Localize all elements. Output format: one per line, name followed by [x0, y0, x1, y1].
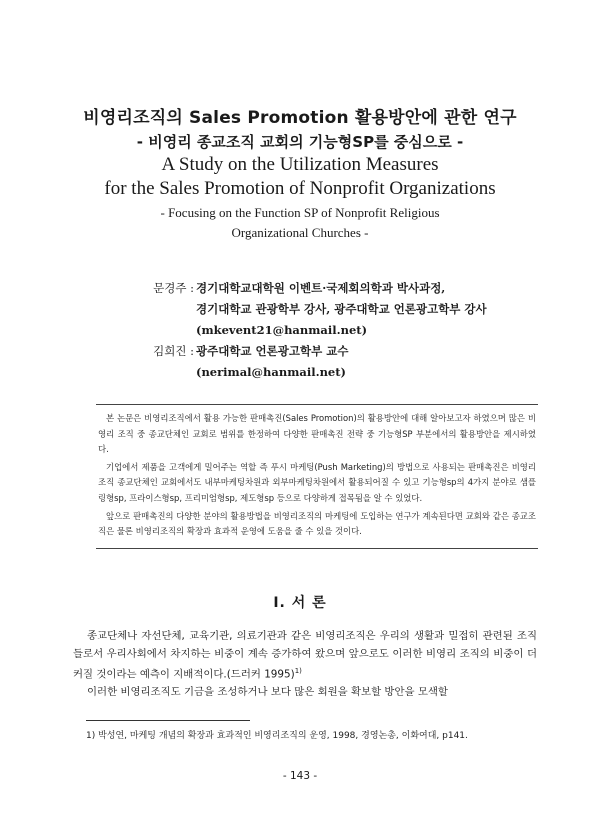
author-block: [148, 278, 548, 383]
author-affiliation: 광주대학교 언론광고학부 교수: [196, 344, 349, 358]
author-email: (mkevent21@hanmail.net): [196, 323, 368, 337]
body-paragraph-text: 종교단체나 자선단체, 교육기관, 의료기관과 같은 비영리조직은 우리의 생활과 밀접히 관련된 조직들로서 우리사회에서 차지하는 비중이 계속 증가하여 왔으며 앞으로도 이러한 비영리 조직의 비중이 더 커질 것이라는 예측이 지배적이다.(드러커 1995): [73, 630, 537, 681]
body-text: [73, 628, 537, 702]
author-name: 문경주 :: [153, 281, 194, 295]
paper-title-english-line2: for the Sales Promotion of Nonprofit Organizations: [104, 178, 496, 199]
abstract-paragraph: 본 논문은 비영리조직에서 활용 가능한 판매촉진(Sales Promotion)의 활용방안에 대해 알아보고자 하였으며 많은 비영리 조직 중 종교단체인 교회로 범위를 한정하여 다양한 판매촉진 전략 중 기능형SP 부분에서의 활용방안을 제시하였다.: [98, 413, 536, 455]
paper-subtitle-english-line2: Organizational Churches -: [231, 225, 369, 240]
author-entry: [148, 341, 548, 362]
paper-title-korean: 비영리조직의 Sales Promotion 활용방안에 관한 연구: [83, 108, 517, 128]
page-number: - 143 -: [282, 770, 318, 782]
author-name: 김희진 :: [153, 344, 194, 358]
author-affiliation: 경기대학교 관광학부 강사, 광주대학교 언론광고학부 강사: [196, 302, 487, 316]
abstract-paragraph: 기업에서 제품을 고객에게 밀어주는 역할 즉 푸시 마케팅(Push Marketing)의 방법으로 사용되는 판매촉진은 비영리조직 종교단체인 교회에서도 내부마케팅차원과 외부마케팅차원에서 활용되어질 수 있고 기능형sp의 4가지 분야로 샘플링형sp, 프라이스형sp, 프리미엄형sp, 제도형sp 등으로 다양하게 접목됨을 알 수 있었다.: [98, 461, 536, 503]
paper-subtitle-korean: - 비영리 종교조직 교회의 기능형SP를 중심으로 -: [136, 133, 464, 151]
author-entry: [148, 278, 548, 299]
abstract-paragraph: 앞으로 판매촉진의 다양한 분야의 활용방법을 비영리조직의 마케팅에 도입하는 연구가 계속된다면 교회와 같은 종교조직은 물론 비영리조직의 확장과 효과적 운영에 도움을 줄 수 있을 것이다.: [98, 510, 536, 537]
paper-title-english-line1: A Study on the Utilization Measures: [161, 154, 439, 175]
footnote-divider: [86, 720, 250, 721]
author-affiliation: 경기대학교대학원 이벤트·국제회의학과 박사과정,: [196, 281, 446, 295]
author-email: (nerimal@hanmail.net): [196, 365, 346, 379]
footnote: 1) 박성연, 마케팅 개념의 확장과 효과적인 비영리조직의 운영, 1998, 경영논총, 이화여대, p141.: [86, 731, 468, 741]
body-paragraph: 이러한 비영리조직도 기금을 조성하거나 보다 많은 회원을 확보할 방안을 모색할: [87, 686, 448, 699]
body-paragraph: [73, 628, 537, 684]
footnote-marker[interactable]: 1): [294, 667, 302, 676]
paper-subtitle-english-line1: - Focusing on the Function SP of Nonprofit Religious: [160, 205, 440, 220]
abstract-box: [96, 404, 538, 549]
section-heading: Ⅰ. 서 론: [273, 595, 327, 611]
